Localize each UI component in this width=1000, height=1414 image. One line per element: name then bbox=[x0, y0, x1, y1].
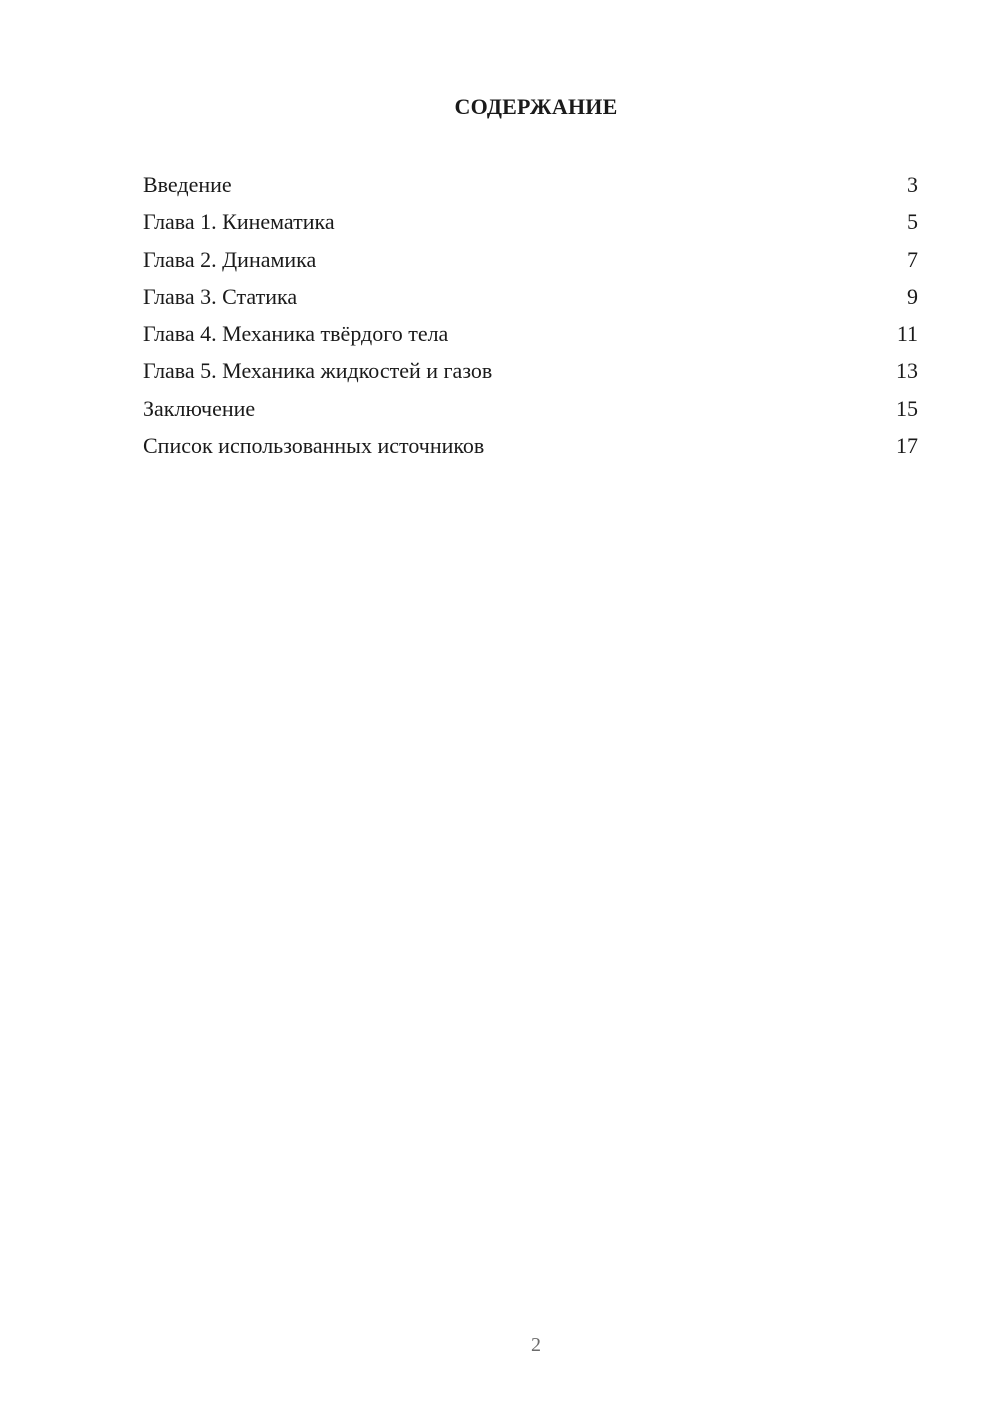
toc-entry-title: Глава 2. Динамика bbox=[143, 246, 317, 272]
page-title: СОДЕРЖАНИЕ bbox=[454, 94, 618, 119]
toc-entry-chapter-1 bbox=[143, 207, 918, 244]
toc-entry-title: Глава 4. Механика твёрдого тела bbox=[143, 321, 449, 347]
toc-entry-page: 7 bbox=[907, 246, 918, 272]
toc-entry-title: Список использованных источников bbox=[143, 433, 485, 459]
toc-entry-title: Глава 3. Статика bbox=[143, 283, 298, 309]
toc-entry-title: Глава 5. Механика жидкостей и газов bbox=[143, 358, 493, 384]
toc-entry-conclusion bbox=[143, 394, 918, 431]
toc-entry-chapter-5 bbox=[143, 356, 918, 393]
toc-entry-title: Заключение bbox=[143, 395, 256, 421]
toc-entry-introduction bbox=[143, 170, 918, 207]
toc-entry-page: 15 bbox=[896, 395, 918, 421]
toc-entry-page: 3 bbox=[907, 172, 918, 197]
toc-entry-chapter-4 bbox=[143, 319, 918, 356]
toc-entry-references bbox=[143, 431, 918, 468]
toc-entry-chapter-2 bbox=[143, 245, 918, 282]
toc-entry-page: 13 bbox=[896, 358, 918, 384]
table-of-contents bbox=[143, 170, 918, 468]
page-number: 2 bbox=[531, 1334, 541, 1356]
toc-entry-page: 11 bbox=[896, 321, 918, 347]
toc-entry-page: 9 bbox=[907, 283, 918, 309]
toc-entry-page: 5 bbox=[907, 209, 918, 235]
toc-entry-page: 17 bbox=[896, 433, 918, 459]
toc-entry-title: Глава 1. Кинематика bbox=[143, 209, 335, 235]
toc-entry-chapter-3 bbox=[143, 282, 918, 319]
toc-entry-title: Введение bbox=[143, 172, 232, 197]
